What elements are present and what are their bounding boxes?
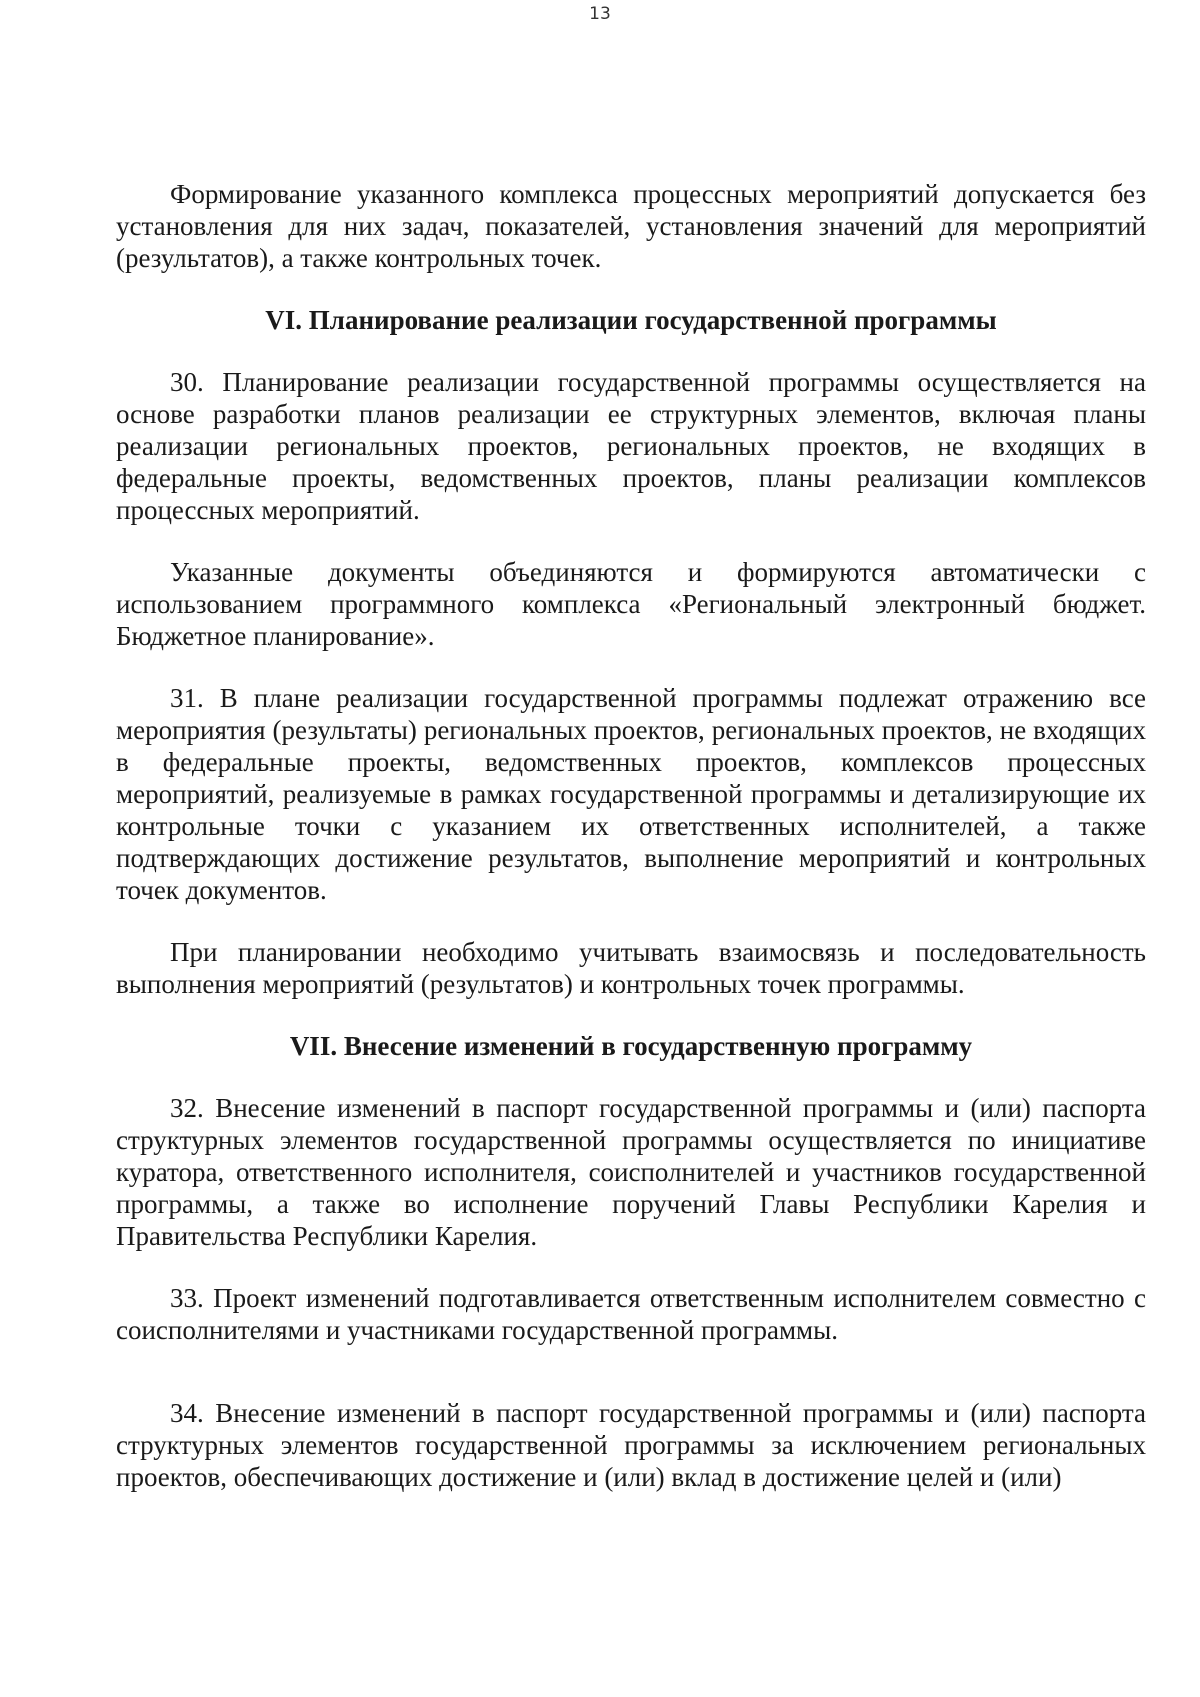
section-heading-vi: VI. Планирование реализации государственной программы [265,305,997,335]
paragraph-34: 34. Внесение изменений в паспорт государственной программы и (или) паспорта структурных элементов государственной программы за исключением региональных проектов, обеспечивающих достижение и (или) вклад в достижение целей и (или) [116,1398,1146,1492]
page-number: 13 [589,4,611,24]
section-heading-vii: VII. Внесение изменений в государственную программу [289,1031,973,1061]
paragraph-32: 32. Внесение изменений в паспорт государственной программы и (или) паспорта структурных элементов государственной программы осуществляется по инициативе куратора, ответственного исполнителя, соисполнителей и участников государственной программы, а также во исполнение поручений Главы Республики Карелия и Правительства Республики Карелия. [116,1093,1146,1251]
document-body [116,178,1146,1493]
paragraph-intro: Формирование указанного комплекса процессных мероприятий допускается без установления для них задач, показателей, установления значений для мероприятий (результатов), а также контрольных точек. [116,179,1146,273]
paragraph-documents: Указанные документы объединяются и формируются автоматически с использованием программного комплекса «Региональный электронный бюджет. Бюджетное планирование». [116,557,1146,651]
paragraph-planning: При планировании необходимо учитывать взаимосвязь и последовательность выполнения мероприятий (результатов) и контрольных точек программы. [116,937,1146,999]
paragraph-33: 33. Проект изменений подготавливается ответственным исполнителем совместно с соисполнителями и участниками государственной программы. [116,1283,1146,1345]
paragraph-31: 31. В плане реализации государственной программы подлежат отражению все мероприятия (результаты) региональных проектов, региональных проектов, не входящих в федеральные проекты, ведомственных проектов, комплексов процессных мероприятий, реализуемые в рамках государственной программы и детализирующие их контрольные точки с указанием их ответственных исполнителей, а также подтверждающих достижение результатов, выполнение мероприятий и контрольных точек документов. [116,683,1146,905]
paragraph-30: 30. Планирование реализации государственной программы осуществляется на основе разработки планов реализации ее структурных элементов, включая планы реализации региональных проектов, региональных проектов, не входящих в федеральные проекты, ведомственных проектов, планы реализации комплексов процессных мероприятий. [116,367,1146,525]
